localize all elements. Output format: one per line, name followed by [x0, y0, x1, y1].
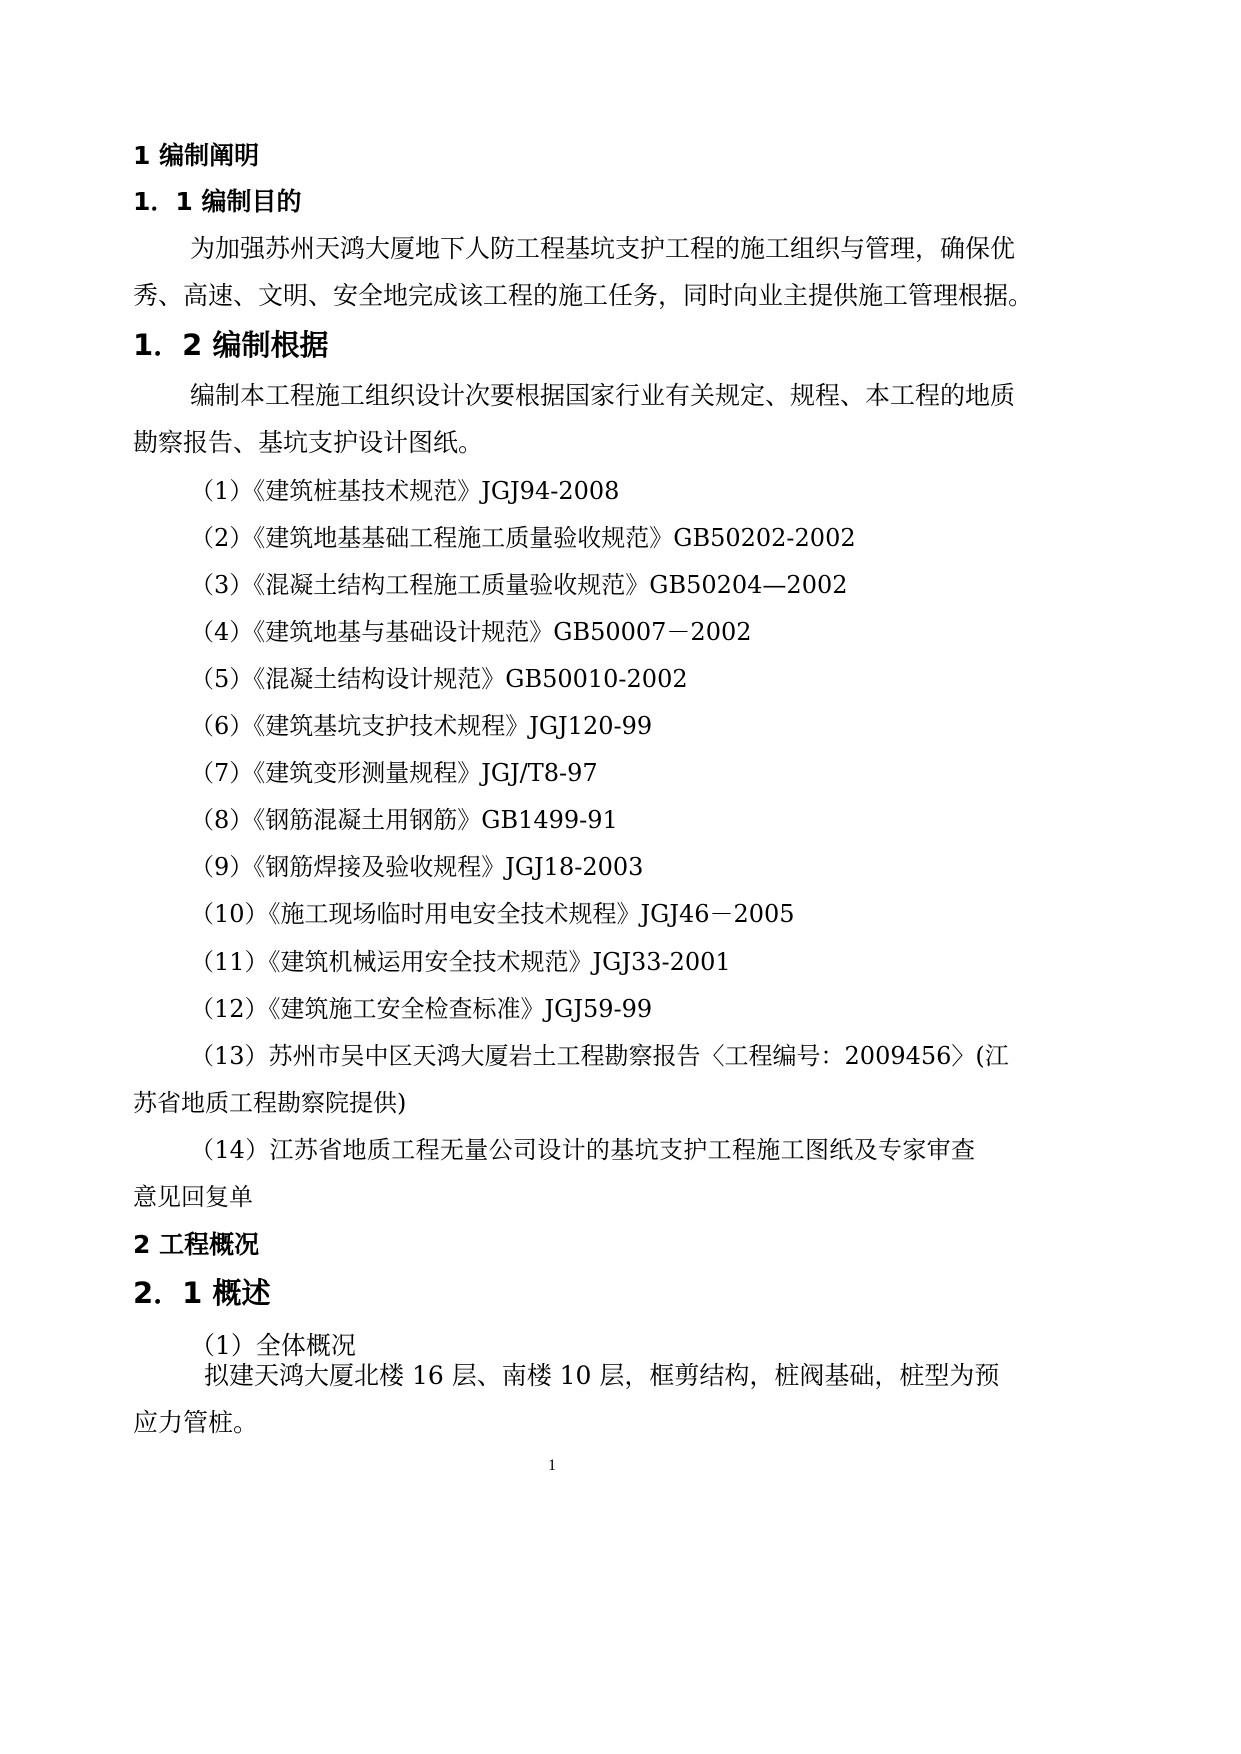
reference-item-10: （10）《施工现场临时用电安全技术规程》JGJ46－2005 — [190, 900, 795, 928]
section-1-1-paragraph-line1: 为加强苏州天鸿大厦地下人防工程基坑支护工程的施工组织与管理，确保优 — [190, 234, 1016, 263]
reference-item-2: （2）《建筑地基基础工程施工质量验收规范》GB50202-2002 — [190, 524, 856, 552]
reference-item-1: （1）《建筑桩基技术规范》JGJ94-2008 — [190, 477, 620, 505]
section-1-2-title: 1．2 编制根据 — [133, 328, 329, 362]
reference-item-5: （5）《混凝土结构设计规范》GB50010-2002 — [190, 665, 688, 693]
reference-item-6: （6）《建筑基坑支护技术规程》JGJ120-99 — [190, 712, 653, 740]
section-1-title: 1 编制阐明 — [133, 141, 260, 170]
reference-item-12: （12）《建筑施工安全检查标准》JGJ59-99 — [190, 995, 653, 1023]
section-2-1-title: 2．1 概述 — [133, 1276, 271, 1310]
reference-item-14-line2: 意见回复单 — [133, 1183, 253, 1211]
reference-item-8: （8）《钢筋混凝土用钢筋》GB1499-91 — [190, 806, 618, 834]
section-2-1-paragraph-line1: 拟建天鸿大厦北楼 16 层、南楼 10 层，框剪结构，桩阀基础，桩型为预 — [204, 1361, 1000, 1390]
section-1-1-paragraph-line2: 秀、高速、文明、安全地完成该工程的施工任务，同时向业主提供施工管理根据。 — [133, 281, 1034, 310]
section-2-title: 2 工程概况 — [133, 1230, 260, 1259]
page-number: 1 — [548, 1457, 556, 1474]
reference-item-4: （4）《建筑地基与基础设计规范》GB50007－2002 — [190, 618, 752, 646]
reference-item-11: （11）《建筑机械运用安全技术规范》JGJ33-2001 — [190, 948, 731, 976]
section-2-1-subheading: （1）全体概况 — [190, 1331, 356, 1360]
reference-item-13-line2: 苏省地质工程勘察院提供) — [133, 1089, 407, 1117]
section-2-1-paragraph-line2: 应力管桩。 — [133, 1408, 259, 1437]
reference-item-3: （3）《混凝土结构工程施工质量验收规范》GB50204—2002 — [190, 571, 848, 599]
reference-item-14-line1: （14）江苏省地质工程无量公司设计的基坑支护工程施工图纸及专家审查 — [190, 1136, 975, 1164]
reference-item-13-line1: （13）苏州市吴中区天鸿大厦岩土工程勘察报告〈工程编号：2009456〉(江 — [190, 1042, 1009, 1070]
reference-item-7: （7）《建筑变形测量规程》JGJ/T8-97 — [190, 759, 598, 787]
section-1-2-paragraph-line2: 勘察报告、基坑支护设计图纸。 — [133, 428, 484, 457]
section-1-2-paragraph-line1: 编制本工程施工组织设计次要根据国家行业有关规定、规程、本工程的地质 — [190, 381, 1016, 410]
reference-item-9: （9）《钢筋焊接及验收规程》JGJ18-2003 — [190, 853, 644, 881]
section-1-1-title: 1．1 编制目的 — [133, 187, 302, 216]
